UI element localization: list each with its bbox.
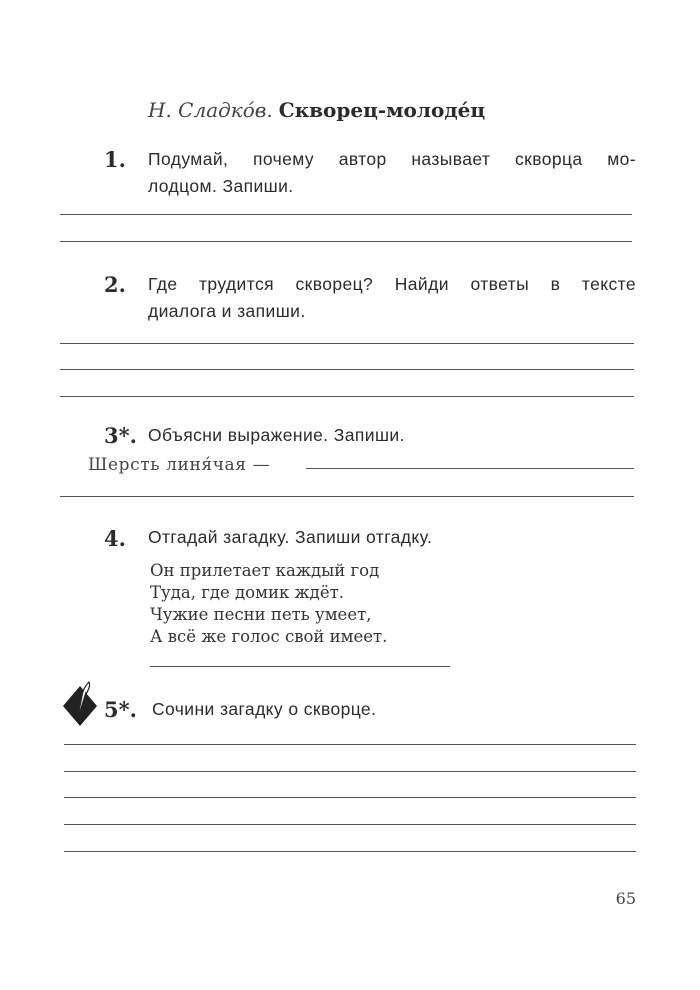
page-title (148, 98, 485, 123)
answer-line[interactable] (60, 496, 634, 497)
task-4-number: 4. (104, 526, 126, 551)
answer-line[interactable] (60, 369, 634, 370)
task-1-text-line2: лодцом. Запиши. (148, 176, 294, 196)
answer-line[interactable] (150, 666, 450, 667)
task-5-number: 5*. (104, 697, 137, 722)
answer-line[interactable] (64, 744, 636, 745)
answer-line[interactable] (64, 851, 636, 852)
answer-line[interactable] (60, 343, 634, 344)
task-5-text: Сочини загадку о скворце. (152, 699, 377, 719)
task-2-text-line2: диалога и запиши. (148, 301, 306, 321)
riddle-line: А всё же голос свой имеет. (150, 627, 388, 646)
story-title: Скворец-молоде́ц (278, 98, 486, 122)
page-number: 65 (615, 889, 636, 908)
riddle-line: Он прилетает каждый год (150, 561, 380, 580)
answer-line[interactable] (60, 396, 634, 397)
creative-task-icon (60, 680, 100, 728)
answer-line[interactable] (60, 241, 632, 242)
task-1-number: 1. (104, 147, 126, 172)
task-3-text: Объясни выражение. Запиши. (148, 425, 405, 445)
expression-prompt: Шерсть линя́чая — (88, 455, 271, 475)
task-3-number: 3*. (104, 423, 137, 448)
author-name: Н. Сладко́в. (148, 98, 273, 122)
riddle-line: Туда, где домик ждёт. (150, 583, 344, 602)
riddle (150, 560, 387, 648)
answer-line[interactable] (64, 771, 636, 772)
task-1-text-line1: Подумай, почему автор называет скворца мо- (148, 149, 636, 169)
answer-line[interactable] (64, 824, 636, 825)
answer-line[interactable] (64, 797, 636, 798)
answer-line[interactable] (60, 214, 632, 215)
answer-line[interactable] (306, 468, 634, 469)
task-4-text: Отгадай загадку. Запиши отгадку. (148, 527, 433, 547)
task-2-text-line1: Где трудится скворец? Найди ответы в тексте (148, 274, 636, 294)
riddle-line: Чужие песни петь умеет, (150, 605, 372, 624)
task-2-number: 2. (104, 272, 126, 297)
